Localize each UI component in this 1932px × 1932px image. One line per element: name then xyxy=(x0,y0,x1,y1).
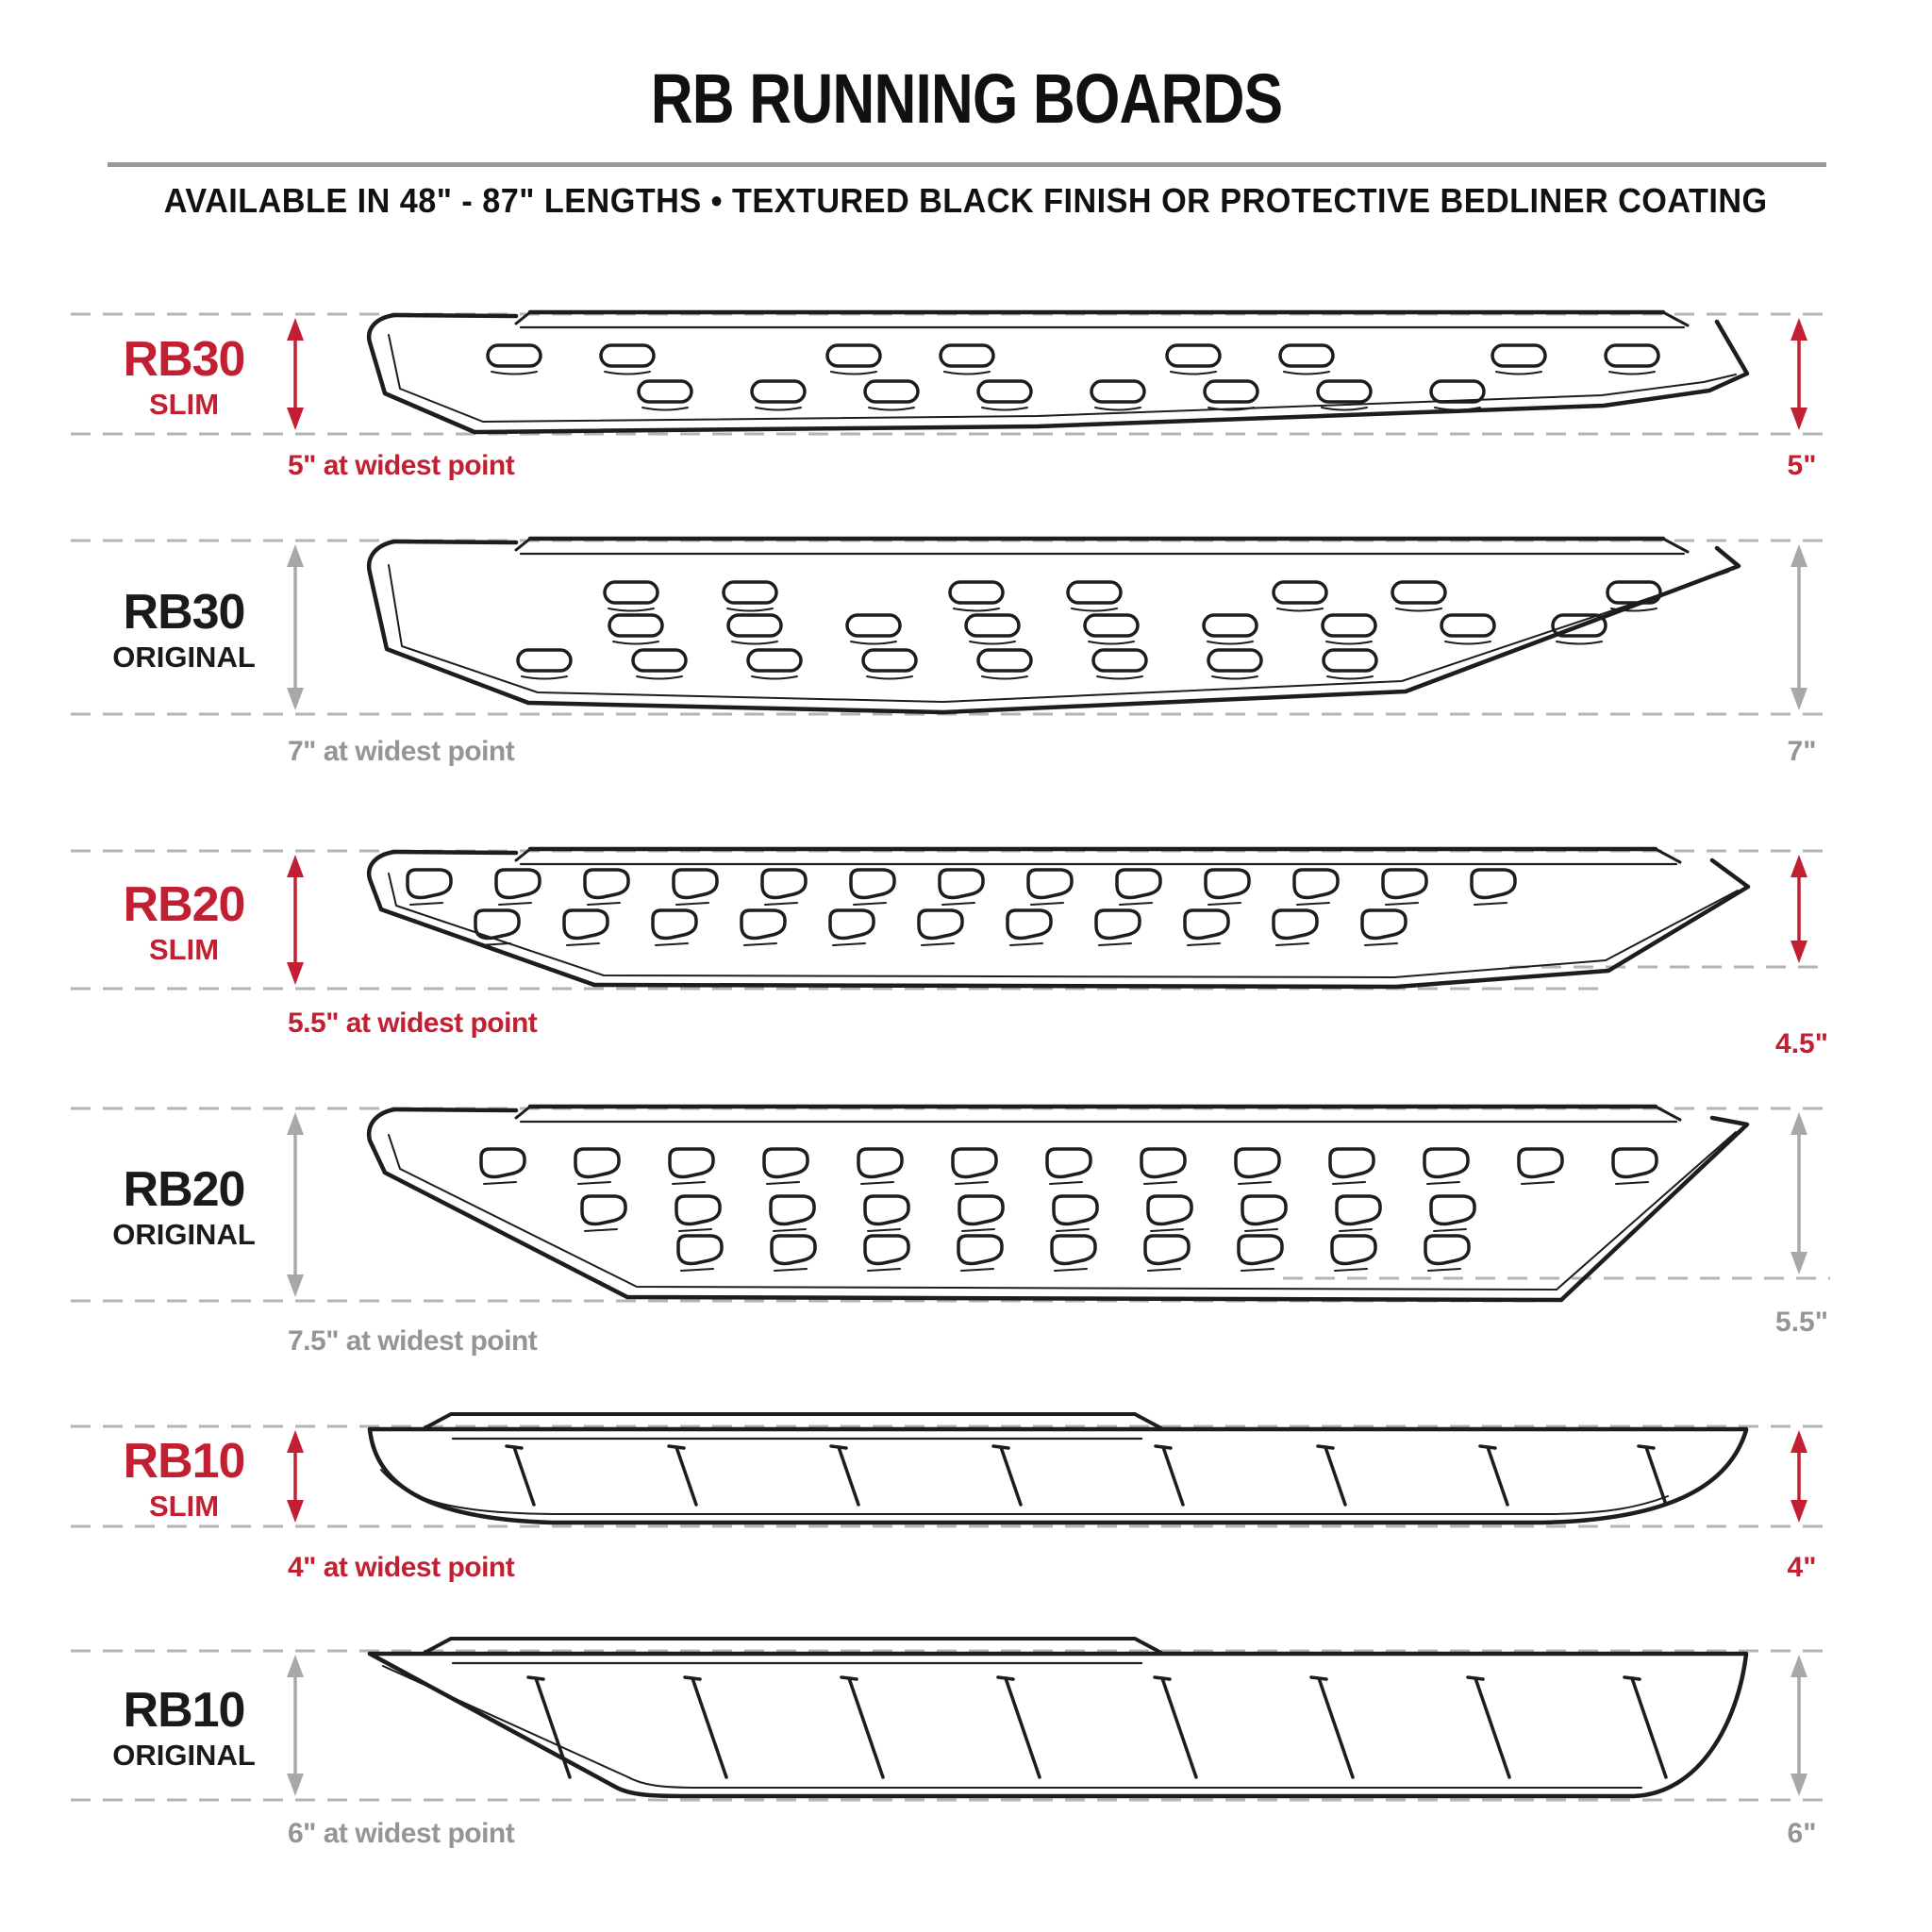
model-name: RB10 xyxy=(123,1683,245,1738)
left-width-dimension: 4" at widest point xyxy=(288,1552,515,1583)
model-name: RB20 xyxy=(123,1162,245,1217)
page-subtitle: AVAILABLE IN 48" - 87" LENGTHS • TEXTURED BLACK FINISH OR PROTECTIVE BEDLINER COATING xyxy=(164,181,1768,220)
variant-name: ORIGINAL xyxy=(112,1218,256,1251)
model-name: RB20 xyxy=(123,877,245,932)
model-label xyxy=(75,332,292,421)
model-label xyxy=(75,877,292,966)
variant-name: SLIM xyxy=(148,1490,220,1523)
model-name: RB30 xyxy=(123,332,245,387)
right-width-dimension: 4.5" xyxy=(1775,1028,1828,1059)
model-name: RB10 xyxy=(123,1434,245,1489)
variant-name: ORIGINAL xyxy=(112,1739,256,1772)
model-name: RB30 xyxy=(123,585,245,640)
model-label xyxy=(75,1683,292,1772)
model-label xyxy=(75,1434,292,1523)
model-label xyxy=(75,585,292,674)
variant-name: SLIM xyxy=(148,388,220,421)
right-width-dimension: 6" xyxy=(1787,1818,1817,1849)
right-width-dimension: 7" xyxy=(1787,736,1817,767)
left-width-dimension: 7.5" at widest point xyxy=(288,1325,538,1357)
right-width-dimension: 5" xyxy=(1787,450,1817,481)
left-width-dimension: 5" at widest point xyxy=(288,450,515,481)
left-width-dimension: 6" at widest point xyxy=(288,1818,515,1849)
variant-name: SLIM xyxy=(148,933,220,966)
left-width-dimension: 5.5" at widest point xyxy=(288,1008,538,1039)
model-label xyxy=(75,1162,292,1251)
right-width-dimension: 5.5" xyxy=(1775,1307,1828,1338)
variant-name: ORIGINAL xyxy=(112,641,256,674)
left-width-dimension: 7" at widest point xyxy=(288,736,515,767)
right-width-dimension: 4" xyxy=(1787,1552,1817,1583)
page-title: RB RUNNING BOARDS xyxy=(650,59,1282,138)
